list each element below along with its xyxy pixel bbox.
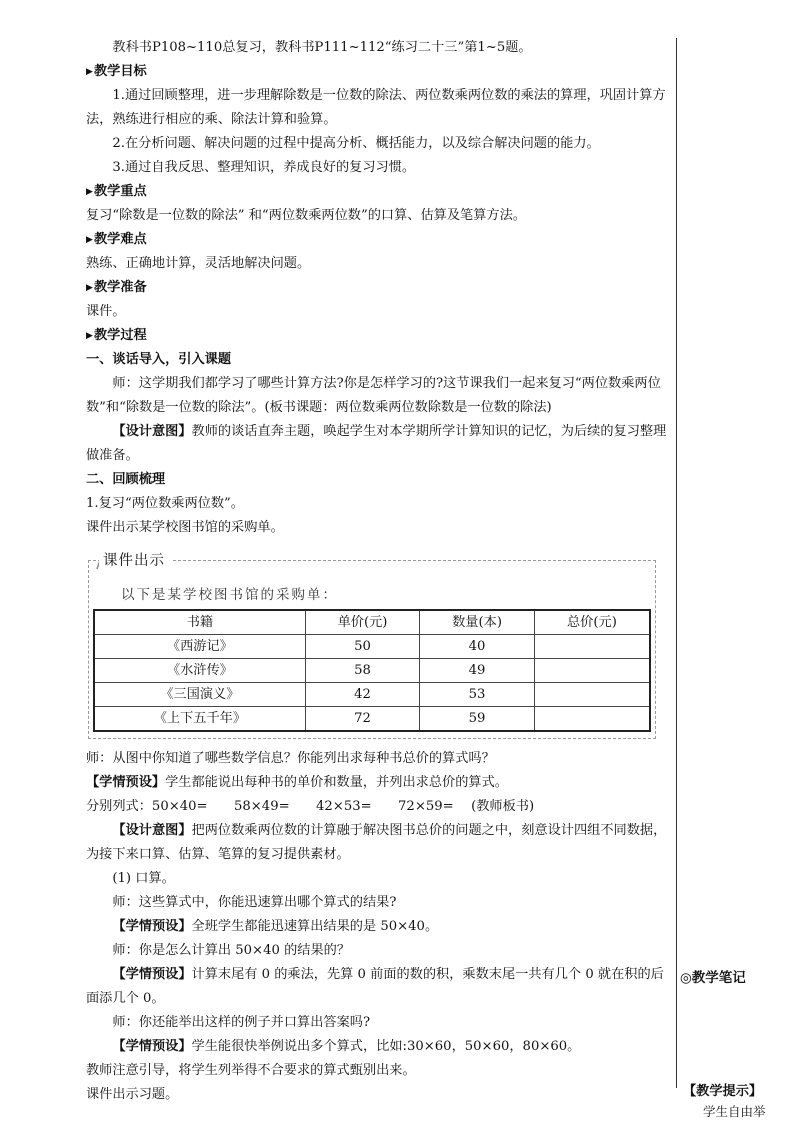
header-unit-price: 单价(元) <box>305 610 420 635</box>
triangle-marker-icon: ▶ <box>86 187 93 197</box>
question-1: 师：从图中你知道了哪些数学信息？你能列出求每种书总价的算式吗？ <box>86 751 495 766</box>
part2-title: 二、回顾梳理 <box>86 472 166 487</box>
teaching-notes-label: ◎教学笔记 <box>680 970 746 986</box>
key-text: 复习“除数是一位数的除法” 和“两位数乘两位数”的口算、估算及笔算方法。 <box>86 208 526 223</box>
teaching-tip-text: 学生自由举 <box>703 1104 766 1119</box>
show-exercises: 课件出示习题。 <box>86 1087 179 1102</box>
preset-4: 【学情预设】学生能很快举例说出多个算式，比如:30×60，50×60，80×60。 <box>112 1039 581 1054</box>
formulas: 分别列式：50×40= 58×49= 42×53= 72×59= (教师板书) <box>86 799 535 814</box>
preset-1: 【学情预设】学生都能说出每种书的单价和数量，并列出求总价的算式。 <box>86 775 508 790</box>
triangle-marker-icon: ▶ <box>86 283 93 293</box>
table-header-row <box>94 610 650 635</box>
prep-text: 课件。 <box>86 304 126 319</box>
heading-key: ▶教学重点 <box>86 180 670 204</box>
question-4: 师：你还能举出这样的例子并口算出答案吗? <box>112 1015 371 1030</box>
teacher-note: 教师注意引导，将学生列举得不合要求的算式甄别出来。 <box>86 1063 416 1078</box>
triangle-marker-icon: ▶ <box>86 331 93 341</box>
header-quantity: 数量(本) <box>420 610 535 635</box>
goal-2: 2.在分析问题、解决问题的过程中提高分析、概括能力，以及综合解决问题的能力。 <box>112 136 600 151</box>
triangle-marker-icon: ▶ <box>86 235 93 245</box>
goal-3: 3.通过自我反思、整理知识，养成良好的复习习惯。 <box>112 160 416 175</box>
triangle-marker-icon: ▶ <box>86 67 93 77</box>
teaching-tip-label: 【教学提示】 <box>683 1084 763 1099</box>
header-books: 书籍 <box>94 610 305 635</box>
table-row: 《西游记》 50 40 <box>94 635 650 659</box>
courseware-intro: 以下是某学校图书馆的采购单： <box>121 587 338 603</box>
intro-line: 教科书P108~110总复习，教科书P111~112“练习二十三”第1~5题。 <box>112 40 532 55</box>
preset-2: 【学情预设】全班学生都能迅速算出结果的是 50×40。 <box>112 919 439 934</box>
table-row: 《上下五千年》 72 59 <box>94 707 650 732</box>
part2-item1: 1.复习“两位数乘两位数”。 <box>86 496 244 511</box>
question-2: 师：这些算式中，你能迅速算出哪个算式的结果? <box>112 895 397 910</box>
difficulty-text: 熟练、正确地计算，灵活地解决问题。 <box>86 256 311 271</box>
goal-1: 1.通过回顾整理，进一步理解除数是一位数的除法、两位数乘两位数的乘法的算理，巩固计算方法，熟练进行相应的乘、除法计算和验算。 <box>86 88 666 127</box>
header-total: 总价(元) <box>534 610 650 635</box>
courseware-title: 课件出示 <box>99 549 171 570</box>
preset-3: 【学情预设】计算末尾有 0 的乘法，先算 0 前面的数的积，乘数末尾一共有几个 0 就在积的后面添几个 0。 <box>86 967 664 1006</box>
heading-goals: ▶教学目标 <box>86 60 670 84</box>
part2-show: 课件出示某学校图书馆的采购单。 <box>86 520 284 535</box>
oral-calc: (1) 口算。 <box>112 871 175 886</box>
margin-divider <box>676 38 677 1088</box>
heading-difficulty: ▶教学难点 <box>86 228 670 252</box>
part1-teacher: 师：这学期我们都学习了哪些计算方法?你是怎样学习的?这节课我们一起来复习“两位数乘两位数”和“除数是一位数的除法”。(板书课题：两位数乘两位数除数是一位数的除法) <box>86 376 661 415</box>
question-3: 师：你是怎么计算出 50×40 的结果的？ <box>112 943 351 958</box>
heading-prep: ▶教学准备 <box>86 276 670 300</box>
design-2: 【设计意图】把两位数乘两位数的计算融于解决图书总价的问题之中，刻意设计四组不同数据，为接下来口算、估算、笔算的复习提供素材。 <box>86 823 667 862</box>
part1-title: 一、谈话导入，引入课题 <box>86 352 232 367</box>
table-row: 《三国演义》 42 53 <box>94 683 650 707</box>
heading-process: ▶教学过程 <box>86 324 670 348</box>
table-row: 《水浒传》 58 49 <box>94 659 650 683</box>
part1-design: 【设计意图】教师的谈话直奔主题，唤起学生对本学期所学计算知识的记忆，为后续的复习整理做准备。 <box>86 424 667 463</box>
purchase-table <box>93 609 651 732</box>
lesson-content <box>86 36 670 1107</box>
courseware-box <box>88 553 656 739</box>
